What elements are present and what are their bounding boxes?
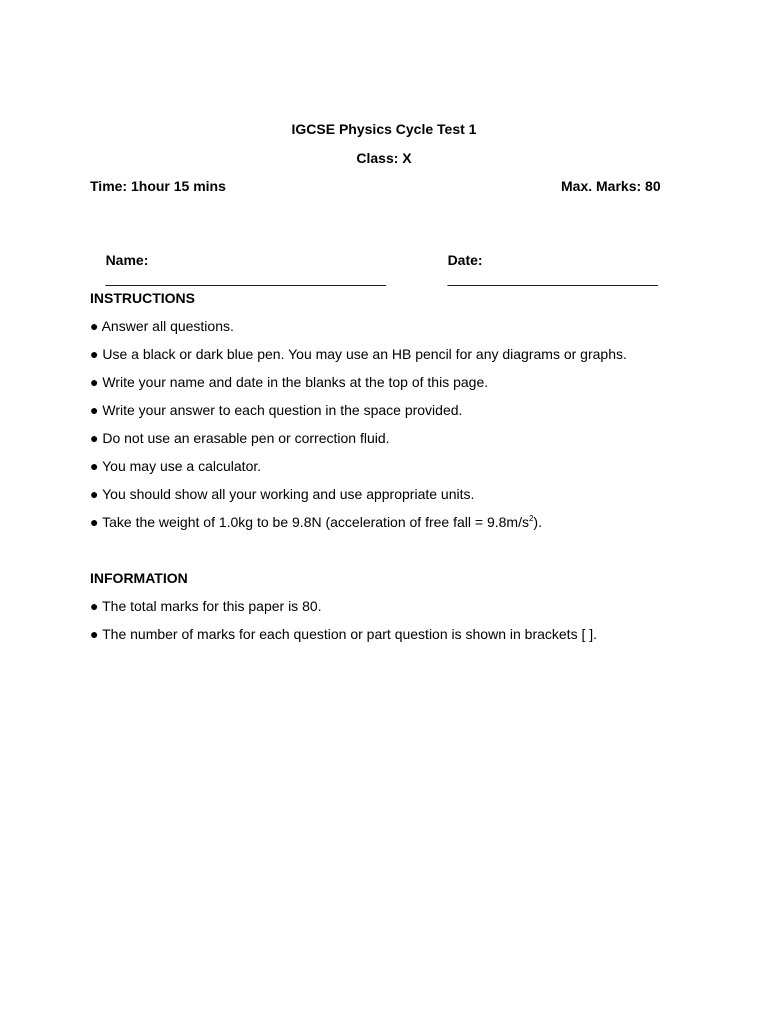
max-marks-label: Max. Marks: 80 bbox=[561, 178, 661, 194]
bullet-icon: ● bbox=[90, 486, 99, 502]
instructions-heading: INSTRUCTIONS bbox=[90, 290, 195, 306]
bullet-icon: ● bbox=[90, 430, 99, 446]
name-label: Name: bbox=[105, 252, 149, 268]
class-label: Class: X bbox=[356, 150, 412, 166]
date-blank: ___________________________ bbox=[447, 270, 658, 286]
instruction-item: ● Do not use an erasable pen or correction fluid. bbox=[90, 430, 390, 446]
instruction-item: ● Answer all questions. bbox=[90, 318, 234, 334]
date-field bbox=[432, 233, 658, 305]
time-label: Time: 1hour 15 mins bbox=[90, 178, 226, 194]
bullet-icon: ● bbox=[90, 626, 99, 642]
bullet-icon: ● bbox=[90, 458, 99, 474]
information-item: ● The number of marks for each question or part question is shown in brackets [ ]. bbox=[90, 626, 598, 642]
bullet-icon: ● bbox=[90, 402, 99, 418]
exam-title: IGCSE Physics Cycle Test 1 bbox=[291, 121, 477, 137]
name-blank: ____________________________________ bbox=[105, 270, 386, 286]
bullet-icon: ● bbox=[90, 346, 99, 362]
information-item: ● The total marks for this paper is 80. bbox=[90, 598, 322, 614]
instruction-item: ● You should show all your working and use appropriate units. bbox=[90, 486, 475, 502]
instruction-item: ● Take the weight of 1.0kg to be 9.8N (acceleration of free fall = $9.8m/s^2$). bbox=[90, 514, 542, 530]
information-heading: INFORMATION bbox=[90, 570, 188, 586]
bullet-icon: ● bbox=[90, 598, 99, 614]
bullet-icon: ● bbox=[90, 514, 99, 530]
instruction-item: ● Use a black or dark blue pen. You may use an HB pencil for any diagrams or graphs. bbox=[90, 346, 627, 362]
instruction-item: ● Write your name and date in the blanks at the top of this page. bbox=[90, 374, 489, 390]
instruction-item: ● Write your answer to each question in the space provided. bbox=[90, 402, 463, 418]
bullet-icon: ● bbox=[90, 318, 99, 334]
bullet-icon: ● bbox=[90, 374, 99, 390]
date-label: Date: bbox=[447, 252, 483, 268]
instruction-item: ● You may use a calculator. bbox=[90, 458, 262, 474]
